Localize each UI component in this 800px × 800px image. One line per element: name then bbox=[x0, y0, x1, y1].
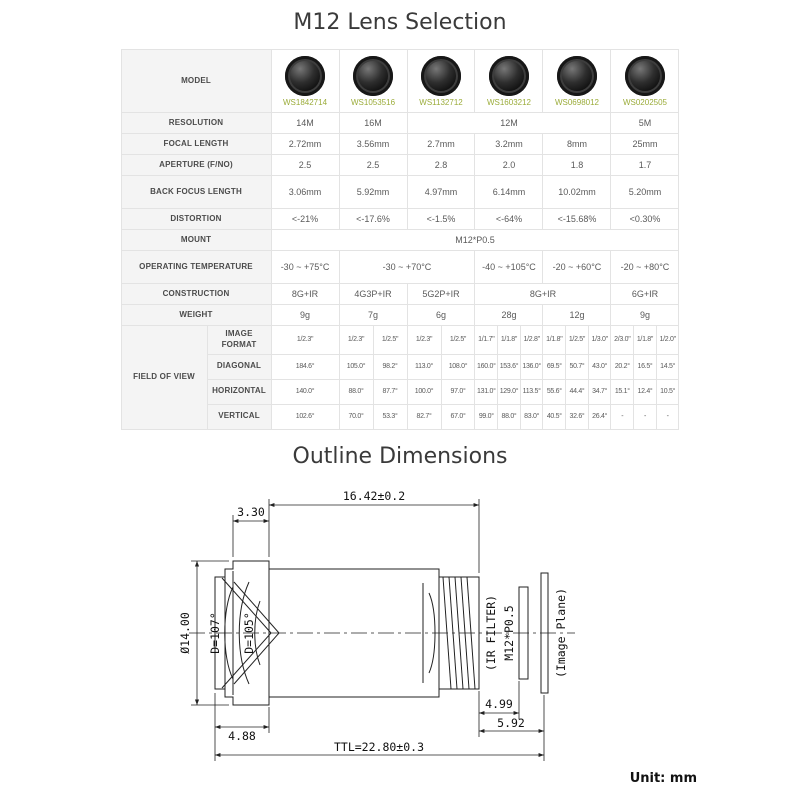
row-model bbox=[121, 50, 679, 113]
cell: 108.0° bbox=[441, 354, 475, 379]
cell: 5G2P+IR bbox=[407, 284, 475, 305]
model-number: WS1842714 bbox=[283, 98, 328, 107]
cell: <-21% bbox=[271, 209, 339, 230]
cell: 2.5 bbox=[339, 155, 407, 176]
cell: 88.0° bbox=[339, 379, 373, 404]
row-label-focal-length: FOCAL LENGTH bbox=[121, 134, 271, 155]
cell: 88.0° bbox=[498, 404, 521, 429]
row-distortion bbox=[121, 209, 679, 230]
cell: 53.3° bbox=[373, 404, 407, 429]
cell: 10.5° bbox=[656, 379, 679, 404]
row-label-image-format: IMAGE FORMAT bbox=[207, 326, 271, 355]
cell: -40 ~ +105°C bbox=[475, 251, 543, 284]
fov-cone-line bbox=[234, 633, 279, 684]
cell: 6.14mm bbox=[475, 176, 543, 209]
cell: 1/1.8" bbox=[634, 326, 657, 355]
cell: 184.6° bbox=[271, 354, 339, 379]
cell: 14.5° bbox=[656, 354, 679, 379]
row-label-aperture: APERTURE (F/NO) bbox=[121, 155, 271, 176]
cell: 1/2.0" bbox=[656, 326, 679, 355]
cell: 3.56mm bbox=[339, 134, 407, 155]
cell: 1/2.3" bbox=[407, 326, 441, 355]
cell: 1/1.8" bbox=[543, 326, 566, 355]
cell: 113.0° bbox=[407, 354, 441, 379]
cell: 1.8 bbox=[543, 155, 611, 176]
model-number: WS1053516 bbox=[351, 98, 396, 107]
model-number: WS0202505 bbox=[622, 98, 667, 107]
lens-spec-table bbox=[121, 49, 680, 430]
model-number: WS1603212 bbox=[486, 98, 531, 107]
cell: 43.0° bbox=[588, 354, 611, 379]
cell: 1/2.5" bbox=[441, 326, 475, 355]
cell: 2.0 bbox=[475, 155, 543, 176]
cell: -20 ~ +80°C bbox=[611, 251, 679, 284]
row-back-focus bbox=[121, 176, 679, 209]
cell: 8G+IR bbox=[475, 284, 611, 305]
cell: - bbox=[634, 404, 657, 429]
cell: 50.7° bbox=[566, 354, 589, 379]
cell: 5M bbox=[611, 113, 679, 134]
dim-front-cap: 3.30 bbox=[237, 504, 265, 519]
model-number: WS0698012 bbox=[554, 98, 599, 107]
cell: 82.7° bbox=[407, 404, 441, 429]
row-label-back-focus: BACK FOCUS LENGTH bbox=[121, 176, 271, 209]
cell: 2.72mm bbox=[271, 134, 339, 155]
cell: 9g bbox=[271, 305, 339, 326]
cell: 6G+IR bbox=[611, 284, 679, 305]
cell: 99.0° bbox=[475, 404, 498, 429]
dim-4-99: 4.99 bbox=[485, 696, 513, 711]
cell: 131.0° bbox=[475, 379, 498, 404]
model-cell bbox=[611, 50, 679, 113]
cell: 10.02mm bbox=[543, 176, 611, 209]
cell: 100.0° bbox=[407, 379, 441, 404]
cell: 98.2° bbox=[373, 354, 407, 379]
cell: -30 ~ +70°C bbox=[339, 251, 475, 284]
cell: 28g bbox=[475, 305, 543, 326]
cell: 1.7 bbox=[611, 155, 679, 176]
row-label-weight: WEIGHT bbox=[121, 305, 271, 326]
cell: 40.5° bbox=[543, 404, 566, 429]
m12-selection-title: M12 Lens Selection bbox=[293, 10, 507, 35]
cell: <0.30% bbox=[611, 209, 679, 230]
cell: 12.4° bbox=[634, 379, 657, 404]
fov-cone-line bbox=[234, 582, 279, 633]
cell: 113.5° bbox=[520, 379, 543, 404]
outline-drawing bbox=[175, 475, 625, 785]
cell: 2/3.0" bbox=[611, 326, 634, 355]
row-focal-length bbox=[121, 134, 679, 155]
row-fov-image-format bbox=[121, 326, 679, 355]
model-cell bbox=[475, 50, 543, 113]
cell: 1/2.5" bbox=[566, 326, 589, 355]
cell: 16.5° bbox=[634, 354, 657, 379]
cell: -20 ~ +60°C bbox=[543, 251, 611, 284]
cell: 55.6° bbox=[543, 379, 566, 404]
cell: 70.0° bbox=[339, 404, 373, 429]
cell: 129.0° bbox=[498, 379, 521, 404]
cell: 6g bbox=[407, 305, 475, 326]
cell: 2.8 bbox=[407, 155, 475, 176]
outline-dimensions-title: Outline Dimensions bbox=[292, 443, 508, 469]
dim-diameter: Ø14.00 bbox=[178, 611, 192, 654]
lens-photo bbox=[625, 56, 665, 96]
unit-note: Unit: mm bbox=[629, 771, 697, 786]
cell: 1/2.8" bbox=[520, 326, 543, 355]
row-resolution bbox=[121, 113, 679, 134]
dim-top-width: 16.42±0.2 bbox=[342, 488, 406, 503]
model-number: WS1132712 bbox=[419, 98, 463, 107]
cell: 140.0° bbox=[271, 379, 339, 404]
cell: 8mm bbox=[543, 134, 611, 155]
lens-photo bbox=[285, 56, 325, 96]
row-label-construction: CONSTRUCTION bbox=[121, 284, 271, 305]
cell: 4G3P+IR bbox=[339, 284, 407, 305]
model-cell bbox=[543, 50, 611, 113]
cell: - bbox=[611, 404, 634, 429]
label-ir-filter: (IR FILTER) bbox=[484, 594, 498, 671]
row-label-mount: MOUNT bbox=[121, 230, 271, 251]
row-mount bbox=[121, 230, 679, 251]
cell: 32.6° bbox=[566, 404, 589, 429]
row-label-resolution: RESOLUTION bbox=[121, 113, 271, 134]
row-label-model: MODEL bbox=[121, 50, 271, 113]
cell: 14M bbox=[271, 113, 339, 134]
cell: 12g bbox=[543, 305, 611, 326]
cell: 9g bbox=[611, 305, 679, 326]
cell: 2.5 bbox=[271, 155, 339, 176]
cell: 1/2.3" bbox=[339, 326, 373, 355]
cell: 1/3.0" bbox=[588, 326, 611, 355]
cell: 105.0° bbox=[339, 354, 373, 379]
cell: 153.6° bbox=[498, 354, 521, 379]
dim-front-len: 4.88 bbox=[228, 728, 256, 743]
row-label-horizontal: HORIZONTAL bbox=[207, 379, 271, 404]
outline-drawing-container bbox=[0, 475, 800, 790]
cell: <-1.5% bbox=[407, 209, 475, 230]
lens-photo bbox=[557, 56, 597, 96]
cell: 83.0° bbox=[520, 404, 543, 429]
row-label-vertical: VERTICAL bbox=[207, 404, 271, 429]
cell: 15.1° bbox=[611, 379, 634, 404]
cell: 5.20mm bbox=[611, 176, 679, 209]
cell: 3.2mm bbox=[475, 134, 543, 155]
row-label-operating-temperature: OPERATING TEMPERATURE bbox=[121, 251, 271, 284]
cell: -30 ~ +75°C bbox=[271, 251, 339, 284]
cell: 34.7° bbox=[588, 379, 611, 404]
row-label-field-of-view: FIELD OF VIEW bbox=[121, 326, 207, 430]
cell: 1/2.3" bbox=[271, 326, 339, 355]
dimension-labels bbox=[178, 489, 568, 754]
row-weight bbox=[121, 305, 679, 326]
cell: 136.0° bbox=[520, 354, 543, 379]
lens-photo bbox=[353, 56, 393, 96]
dim-ttl: TTL=22.80±0.3 bbox=[333, 739, 425, 754]
cell: 69.5° bbox=[543, 354, 566, 379]
cell: <-17.6% bbox=[339, 209, 407, 230]
cell: 1/2.5" bbox=[373, 326, 407, 355]
cell: M12*P0.5 bbox=[271, 230, 679, 251]
model-cell bbox=[407, 50, 475, 113]
cell: 44.4° bbox=[566, 379, 589, 404]
cell: 67.0° bbox=[441, 404, 475, 429]
cell: 1/1.7" bbox=[475, 326, 498, 355]
cell: - bbox=[656, 404, 679, 429]
cell: 160.0° bbox=[475, 354, 498, 379]
row-label-diagonal: DIAGONAL bbox=[207, 354, 271, 379]
row-construction bbox=[121, 284, 679, 305]
cell: 7g bbox=[339, 305, 407, 326]
cell: 4.97mm bbox=[407, 176, 475, 209]
cell: 25mm bbox=[611, 134, 679, 155]
cell: 8G+IR bbox=[271, 284, 339, 305]
label-thread: M12*P0.5 bbox=[502, 604, 516, 661]
cell: 1/1.8" bbox=[498, 326, 521, 355]
cell: 20.2° bbox=[611, 354, 634, 379]
dim-5-92: 5.92 bbox=[497, 715, 525, 730]
cell: 12M bbox=[407, 113, 611, 134]
cell: 26.4° bbox=[588, 404, 611, 429]
cell: 87.7° bbox=[373, 379, 407, 404]
label-fov-inner: D=105° bbox=[242, 611, 256, 654]
row-label-distortion: DISTORTION bbox=[121, 209, 271, 230]
lens-photo bbox=[489, 56, 529, 96]
model-cell bbox=[271, 50, 339, 113]
cell: 16M bbox=[339, 113, 407, 134]
label-fov-outer: D=107° bbox=[208, 611, 222, 654]
label-image-plane: (Image Plane) bbox=[554, 587, 568, 678]
cell: <-15.68% bbox=[543, 209, 611, 230]
cell: 3.06mm bbox=[271, 176, 339, 209]
model-cell bbox=[339, 50, 407, 113]
cell: <-64% bbox=[475, 209, 543, 230]
cell: 97.0° bbox=[441, 379, 475, 404]
cell: 5.92mm bbox=[339, 176, 407, 209]
row-aperture bbox=[121, 155, 679, 176]
cell: 102.6° bbox=[271, 404, 339, 429]
lens-photo bbox=[421, 56, 461, 96]
row-operating-temperature bbox=[121, 251, 679, 284]
cell: 2.7mm bbox=[407, 134, 475, 155]
